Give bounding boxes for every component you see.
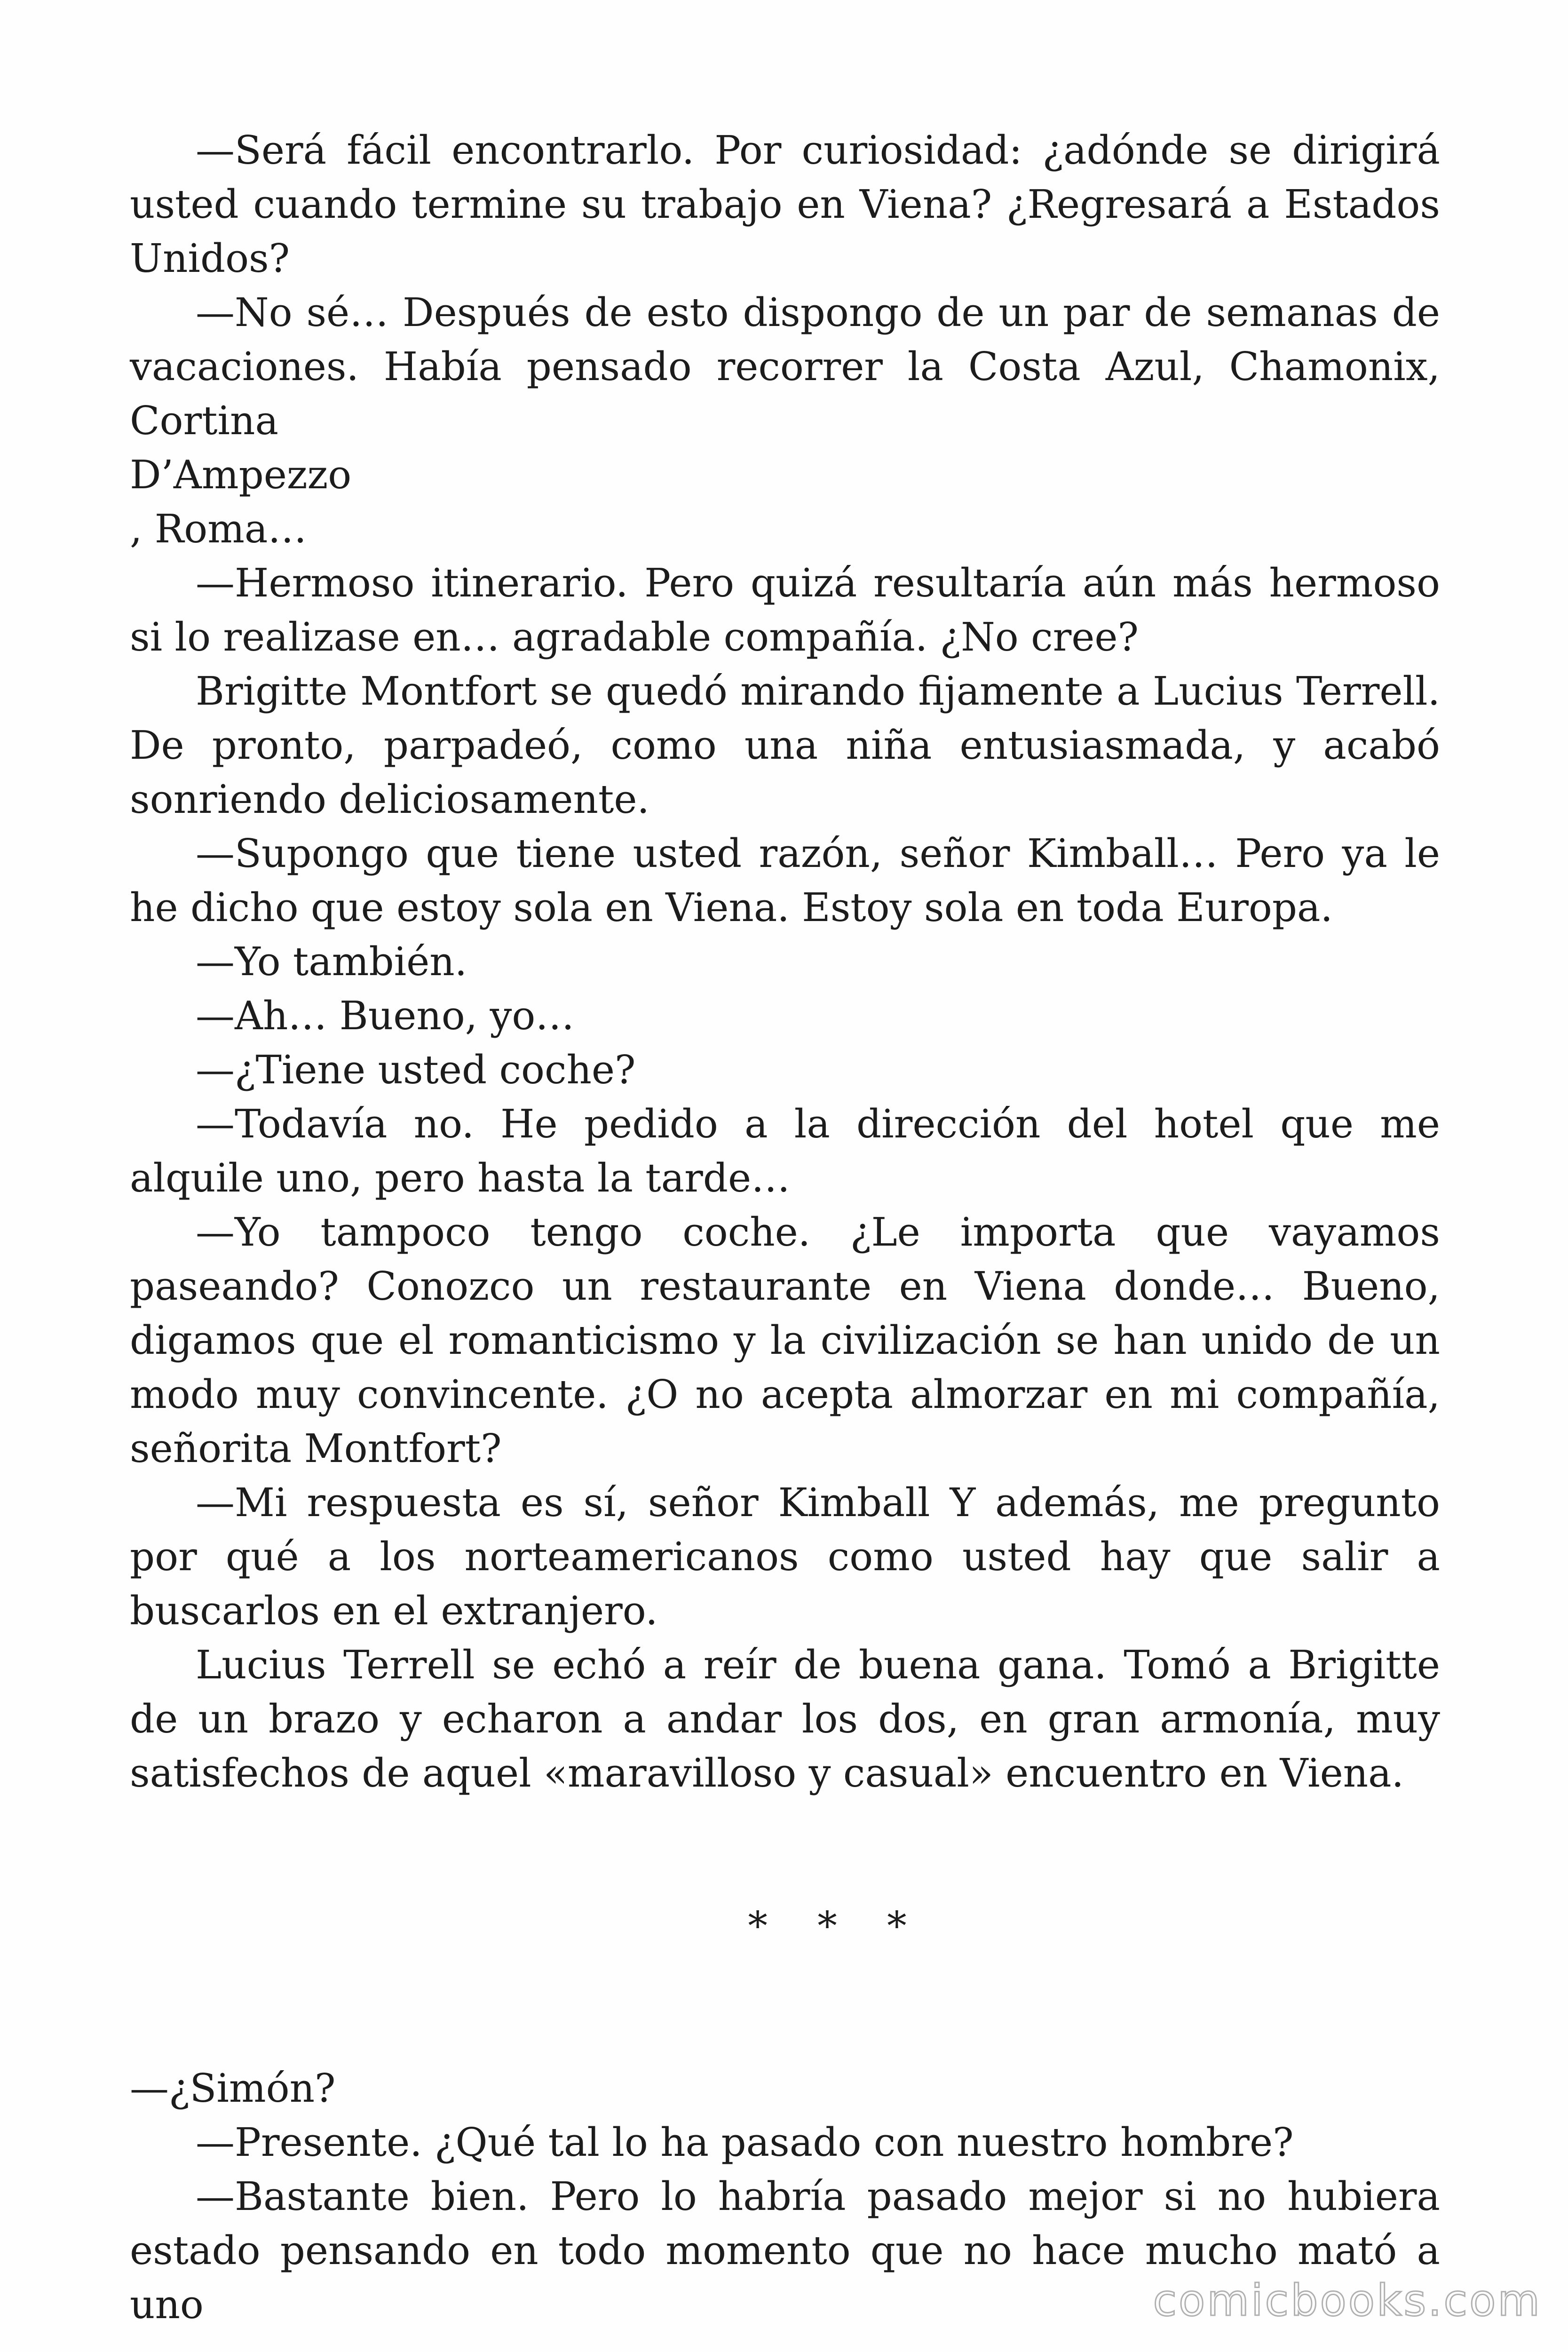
paragraph: —Mi respuesta es sí, señor Kimball Y además, me pregunto por qué a los norteamericanos como usted hay que salir a buscarlos en el extranjero. <box>130 1480 1440 1634</box>
paragraph: —Ah… Bueno, yo… <box>196 993 575 1039</box>
paragraph: —¿Simón? <box>130 2066 336 2111</box>
paragraph: —Todavía no. He pedido a la dirección del hotel que me alquile uno, pero hasta la tarde… <box>130 1101 1440 1201</box>
paragraph: —Yo tampoco tengo coche. ¿Le importa que vayamos paseando? Conozco un restaurante en Viena donde… Bueno, digamos que el romanticismo y la civilización se han unido de un modo muy convincente. ¿O no acepta almorzar en mi compañía, señorita Montfort? <box>130 1209 1440 1471</box>
scene-separator: * * * <box>748 1903 926 1949</box>
paragraph: —Hermoso itinerario. Pero quizá resultaría aún más hermoso si lo realizase en… agradable compañía. ¿No cree? <box>130 560 1440 660</box>
paragraph: —Supongo que tiene usted razón, señor Kimball… Pero ya le he dicho que estoy sola en Viena. Estoy sola en toda Europa. <box>130 831 1440 930</box>
paragraph: Brigitte Montfort se quedó mirando fijamente a Lucius Terrell. De pronto, parpadeó, como una niña entusiasmada, y acabó sonriendo deliciosamente. <box>130 668 1440 822</box>
paragraph: , Roma… <box>130 506 307 552</box>
paragraph: —¿Tiene usted coche? <box>196 1047 636 1093</box>
paragraph: —Bastante bien. Pero lo habría pasado mejor si no hubiera estado pensando en todo momento que no hace mucho mató a uno <box>130 2174 1440 2328</box>
paragraph: Lucius Terrell se echó a reír de buena gana. Tomó a Brigitte de un brazo y echaron a andar los dos, en gran armonía, muy satisfechos de aquel «maravilloso y casual» encuentro en Viena. <box>130 1642 1440 1796</box>
paragraph: —Yo también. <box>196 939 467 985</box>
paragraph: —Presente. ¿Qué tal lo ha pasado con nuestro hombre? <box>196 2120 1294 2165</box>
body-text <box>130 123 1440 2332</box>
paragraph: —No sé… Después de esto dispongo de un par de semanas de vacaciones. Había pensado recorrer la Costa Azul, Chamonix, Cortina <box>130 290 1440 444</box>
watermark: comicbooks.com <box>1153 2275 1542 2326</box>
paragraph: —Será fácil encontrarlo. Por curiosidad: ¿adónde se dirigirá usted cuando termine su trabajo en Viena? ¿Regresará a Estados Unidos? <box>130 127 1440 281</box>
paragraph: D’Ampezzo <box>130 452 352 498</box>
